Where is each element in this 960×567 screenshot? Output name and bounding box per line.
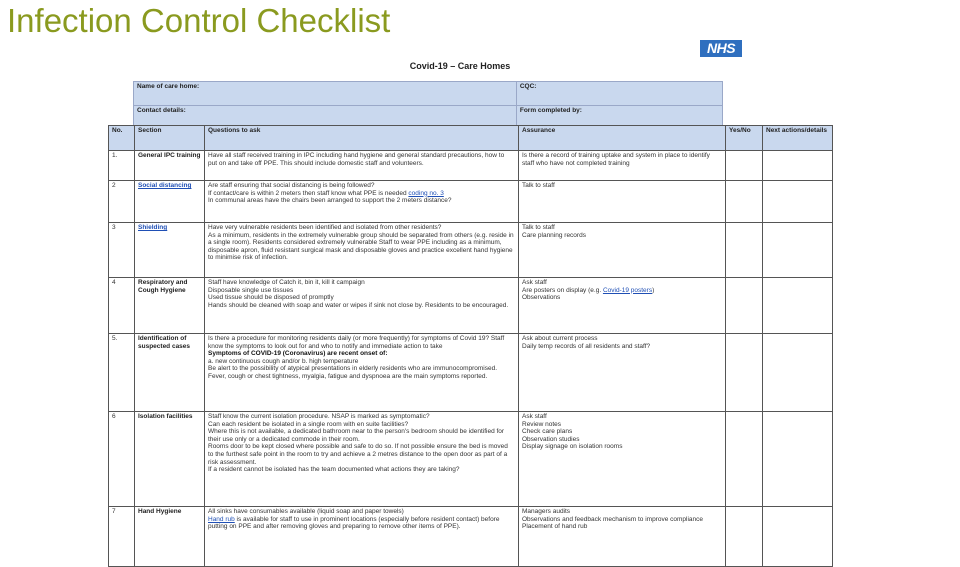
assurance-line: Are posters on display (e.g. Covid-19 posters) bbox=[522, 286, 655, 294]
row-assurance bbox=[519, 507, 726, 567]
column-header: Questions to ask bbox=[205, 126, 519, 151]
yes-no-cell[interactable] bbox=[726, 151, 763, 181]
question-line: Staff know the current isolation procedure. NSAP is marked as symptomatic? bbox=[208, 413, 430, 420]
checklist-table bbox=[108, 125, 833, 567]
assurance-line: Review notes bbox=[522, 420, 562, 428]
question-line: Have very vulnerable residents been identified and isolated from other residents? bbox=[208, 224, 442, 231]
next-actions-cell[interactable] bbox=[763, 412, 833, 507]
assurance-line: Observations and feedback mechanism to improve compliance bbox=[522, 515, 704, 523]
question-emphasis: Symptoms of COVID-19 (Coronavirus) are recent onset of: bbox=[208, 350, 388, 358]
question-line: Rooms door to be kept closed where possible and safe to do so. If not possible ensure the bed is moved to the furthest safe point in the room to try and achieve a 2 metres distance to the open door as part of a risk assessment. bbox=[208, 443, 508, 466]
row-section bbox=[135, 181, 205, 223]
cqc-field: CQC: bbox=[516, 82, 722, 106]
row-section: Respiratory and Cough Hygiene bbox=[135, 278, 205, 334]
question-line: As a minimum, residents in the extremely vulnerable group should be separated from others (e.g. reside in a single room). Residents considered extremely vulnerable Staff to wear PPE including as a minimum, disposable apron, fluid resistant surgical mask and disposable gloves and practice excellent hand hygiene to minimise risk of infection. bbox=[208, 231, 514, 262]
question-line: Can each resident be isolated in a single room with en suite facilities? bbox=[208, 420, 409, 428]
row-questions bbox=[205, 278, 519, 334]
yes-no-cell[interactable] bbox=[726, 334, 763, 412]
assurance-line: Check care plans bbox=[522, 428, 573, 436]
next-actions-cell[interactable] bbox=[763, 223, 833, 278]
question-line: If a resident cannot be isolated has the team documented what actions they are taking? bbox=[208, 466, 460, 474]
assurance-line: Ask staff bbox=[522, 279, 547, 286]
assurance-line: Observation studies bbox=[522, 435, 580, 443]
table-row bbox=[109, 278, 833, 334]
row-questions bbox=[205, 151, 519, 181]
question-line: Hand rub is available for staff to use in prominent locations (especially before resident contact) before putting on PPE and after removing gloves and preparing to remove other items of PPE). bbox=[208, 515, 500, 531]
question-line: Hands should be cleaned with soap and water or wipes if sink not close by. Residents to be encouraged. bbox=[208, 301, 509, 309]
form-completed-by-field: Form completed by: bbox=[516, 106, 722, 130]
assurance-line: Ask about current process bbox=[522, 335, 598, 342]
question-line: Staff have knowledge of Catch it, bin it, kill it campaign bbox=[208, 279, 365, 286]
row-assurance bbox=[519, 334, 726, 412]
row-questions bbox=[205, 412, 519, 507]
question-line: Have all staff received training in IPC including hand hygiene and general standard precautions, how to put on and take off PPE. This should include domestic staff and volunteers. bbox=[208, 152, 505, 167]
question-line: If contact/care is within 2 meters then staff know what PPE is needed coding no. 3 bbox=[208, 189, 444, 197]
slide-title: Infection Control Checklist bbox=[7, 2, 391, 39]
row-number: 5. bbox=[109, 334, 135, 412]
document-title: Covid-19 – Care Homes bbox=[409, 61, 511, 71]
row-number: 1. bbox=[109, 151, 135, 181]
row-assurance bbox=[519, 181, 726, 223]
next-actions-cell[interactable] bbox=[763, 151, 833, 181]
care-home-name-field: Name of care home: bbox=[134, 82, 517, 106]
question-line: Is there a procedure for monitoring residents daily (or more frequently) for symptoms of Covid 19? Staff know the symptoms to look out for and who to notify and immediate action to take bbox=[208, 335, 505, 350]
table-row bbox=[109, 181, 833, 223]
assurance-link[interactable]: Covid-19 posters bbox=[602, 286, 653, 294]
row-assurance bbox=[519, 151, 726, 181]
nhs-logo: NHS bbox=[700, 40, 742, 57]
assurance-line: Talk to staff bbox=[522, 224, 555, 231]
question-link[interactable]: coding no. 3 bbox=[408, 189, 444, 197]
contact-details-field: Contact details: bbox=[134, 106, 517, 130]
next-actions-cell[interactable] bbox=[763, 507, 833, 567]
section-link[interactable]: Social distancing bbox=[138, 182, 192, 189]
assurance-line: Observations bbox=[522, 294, 561, 302]
table-row bbox=[109, 507, 833, 567]
yes-no-cell[interactable] bbox=[726, 181, 763, 223]
question-line: a. new continuous cough and/or b. high temperature bbox=[208, 357, 359, 365]
assurance-line: Daily temp records of all residents and staff? bbox=[522, 342, 651, 350]
table-header-row bbox=[109, 126, 833, 151]
row-assurance bbox=[519, 223, 726, 278]
yes-no-cell[interactable] bbox=[726, 223, 763, 278]
assurance-line: Placement of hand rub bbox=[522, 523, 588, 531]
row-questions bbox=[205, 334, 519, 412]
question-line: In communal areas have the chairs been arranged to support the 2 meters distance? bbox=[208, 197, 452, 205]
assurance-line: Talk to staff bbox=[522, 182, 555, 189]
row-section: Hand Hygiene bbox=[135, 507, 205, 567]
assurance-line: Ask staff bbox=[522, 413, 547, 420]
question-line: All sinks have consumables available (liquid soap and paper towels) bbox=[208, 508, 404, 515]
row-number: 6 bbox=[109, 412, 135, 507]
column-header: Assurance bbox=[519, 126, 726, 151]
yes-no-cell[interactable] bbox=[726, 507, 763, 567]
question-line: Are staff ensuring that social distancing is being followed? bbox=[208, 182, 375, 189]
column-header: No. bbox=[109, 126, 135, 151]
row-section: Isolation facilities bbox=[135, 412, 205, 507]
row-number: 3 bbox=[109, 223, 135, 278]
question-line: Disposable single use tissues bbox=[208, 286, 294, 294]
column-header: Next actions/details bbox=[763, 126, 833, 151]
assurance-line: Is there a record of training uptake and system in place to identify staff who have not completed training bbox=[522, 152, 710, 167]
question-line: Be alert to the possibility of atypical presentations in elderly residents who are immunocompromised. Fever, cough or chest tightness, myalgia, fatigue and dyspnoea are the main symptoms reported. bbox=[208, 365, 498, 380]
row-assurance bbox=[519, 412, 726, 507]
next-actions-cell[interactable] bbox=[763, 334, 833, 412]
row-number: 7 bbox=[109, 507, 135, 567]
next-actions-cell[interactable] bbox=[763, 181, 833, 223]
question-line: Used tissue should be disposed of promptly bbox=[208, 294, 334, 302]
header-fields-table bbox=[133, 81, 723, 130]
yes-no-cell[interactable] bbox=[726, 278, 763, 334]
column-header: Section bbox=[135, 126, 205, 151]
row-section bbox=[135, 223, 205, 278]
row-number: 4 bbox=[109, 278, 135, 334]
assurance-line: Display signage on isolation rooms bbox=[522, 443, 623, 451]
question-line: Where this is not available, a dedicated bathroom near to the person's bedroom should be identified for their use only or a dedicated commode in their room. bbox=[208, 428, 505, 443]
table-row bbox=[109, 151, 833, 181]
assurance-line: Care planning records bbox=[522, 231, 586, 239]
table-row bbox=[109, 412, 833, 507]
table-row bbox=[109, 334, 833, 412]
row-questions bbox=[205, 507, 519, 567]
section-link[interactable]: Shielding bbox=[138, 224, 168, 231]
row-section: Identification of suspected cases bbox=[135, 334, 205, 412]
row-questions bbox=[205, 181, 519, 223]
row-assurance bbox=[519, 278, 726, 334]
question-line bbox=[208, 350, 515, 358]
assurance-line: Managers audits bbox=[522, 508, 571, 515]
row-number: 2 bbox=[109, 181, 135, 223]
row-questions bbox=[205, 223, 519, 278]
row-section: General IPC training bbox=[135, 151, 205, 181]
yes-no-cell[interactable] bbox=[726, 412, 763, 507]
next-actions-cell[interactable] bbox=[763, 278, 833, 334]
table-row bbox=[109, 223, 833, 278]
question-link[interactable]: Hand rub bbox=[208, 515, 235, 523]
column-header: Yes/No bbox=[726, 126, 763, 151]
